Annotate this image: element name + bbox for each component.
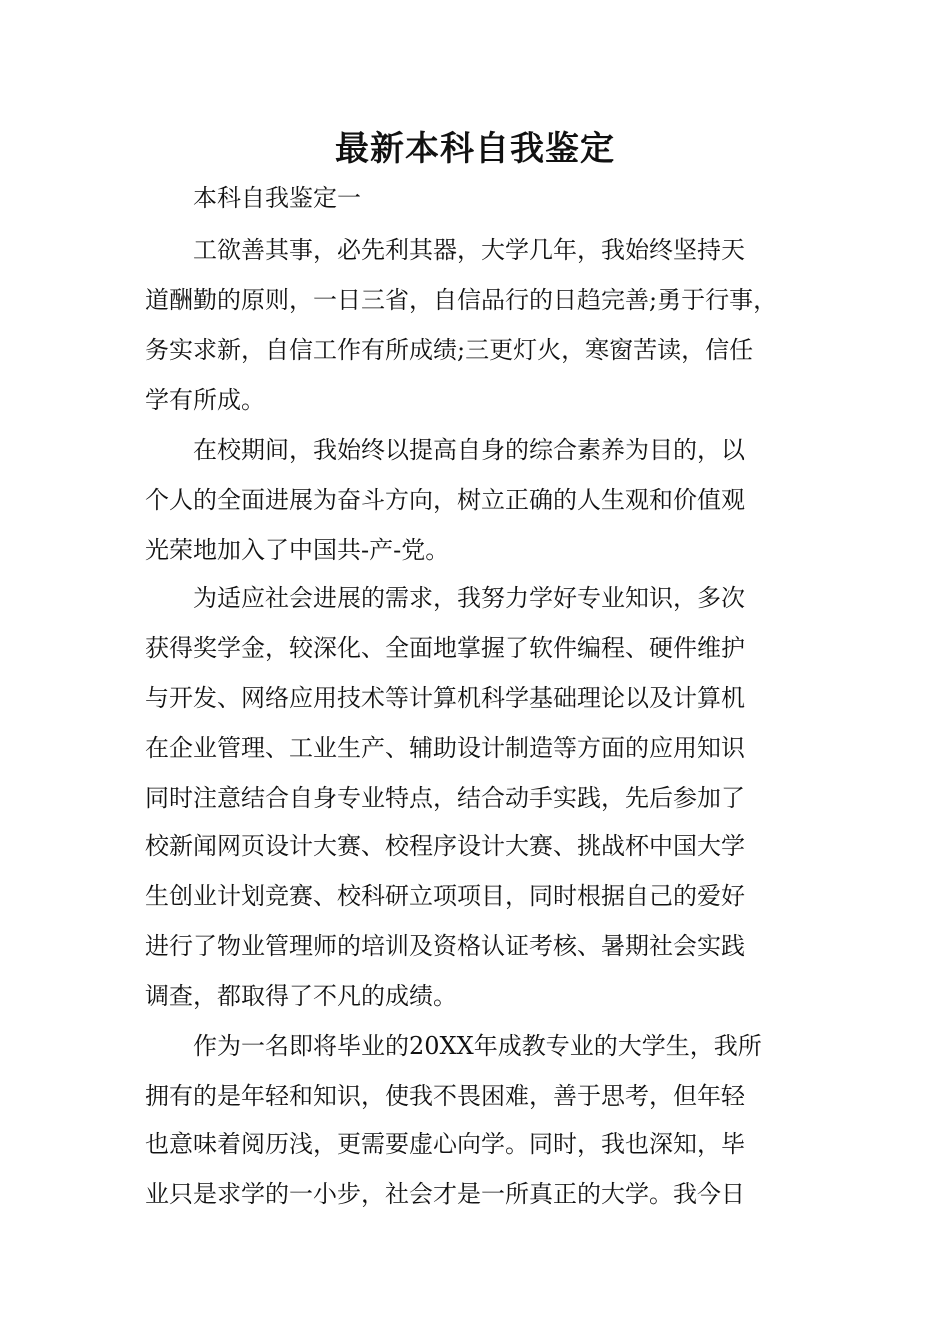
text-line: 在校期间，我始终以提高自身的综合素养为目的，以 bbox=[145, 436, 745, 464]
text-line: 个人的全面进展为奋斗方向，树立正确的人生观和价值观 bbox=[145, 486, 745, 514]
text-line: 为适应社会进展的需求，我努力学好专业知识，多次 bbox=[145, 584, 745, 612]
text-line: 同时注意结合自身专业特点，结合动手实践，先后参加了 bbox=[145, 784, 745, 812]
text-line: 本科自我鉴定一 bbox=[145, 184, 361, 212]
text-line: 道酬勤的原则，一日三省，自信品行的日趋完善;勇于行事， bbox=[145, 286, 778, 314]
text-line: 生创业计划竞赛、校科研立项项目，同时根据自己的爱好 bbox=[145, 882, 745, 910]
text-line: 光荣地加入了中国共-产-党。 bbox=[145, 536, 450, 564]
text-line: 作为一名即将毕业的20XX年成教专业的大学生，我所 bbox=[145, 1032, 762, 1060]
text-line: 拥有的是年轻和知识，使我不畏困难，善于思考，但年轻 bbox=[145, 1082, 745, 1110]
text-line: 在企业管理、工业生产、辅助设计制造等方面的应用知识 bbox=[145, 734, 745, 762]
text-line: 也意味着阅历浅，更需要虚心向学。同时，我也深知，毕 bbox=[145, 1130, 745, 1158]
text-line: 业只是求学的一小步，社会才是一所真正的大学。我今日 bbox=[145, 1180, 745, 1208]
text-line: 学有所成。 bbox=[145, 386, 265, 414]
text-line: 与开发、网络应用技术等计算机科学基础理论以及计算机 bbox=[145, 684, 745, 712]
text-line: 校新闻网页设计大赛、校程序设计大赛、挑战杯中国大学 bbox=[145, 832, 745, 860]
text-line: 调查，都取得了不凡的成绩。 bbox=[145, 982, 457, 1010]
text-line: 工欲善其事，必先利其器，大学几年，我始终坚持天 bbox=[145, 236, 745, 264]
text-line: 获得奖学金，较深化、全面地掌握了软件编程、硬件维护 bbox=[145, 634, 745, 662]
text-line: 务实求新，自信工作有所成绩;三更灯火，寒窗苦读，信任 bbox=[145, 336, 754, 364]
document-title: 最新本科自我鉴定 bbox=[335, 129, 615, 169]
text-line: 进行了物业管理师的培训及资格认证考核、暑期社会实践 bbox=[145, 932, 745, 960]
